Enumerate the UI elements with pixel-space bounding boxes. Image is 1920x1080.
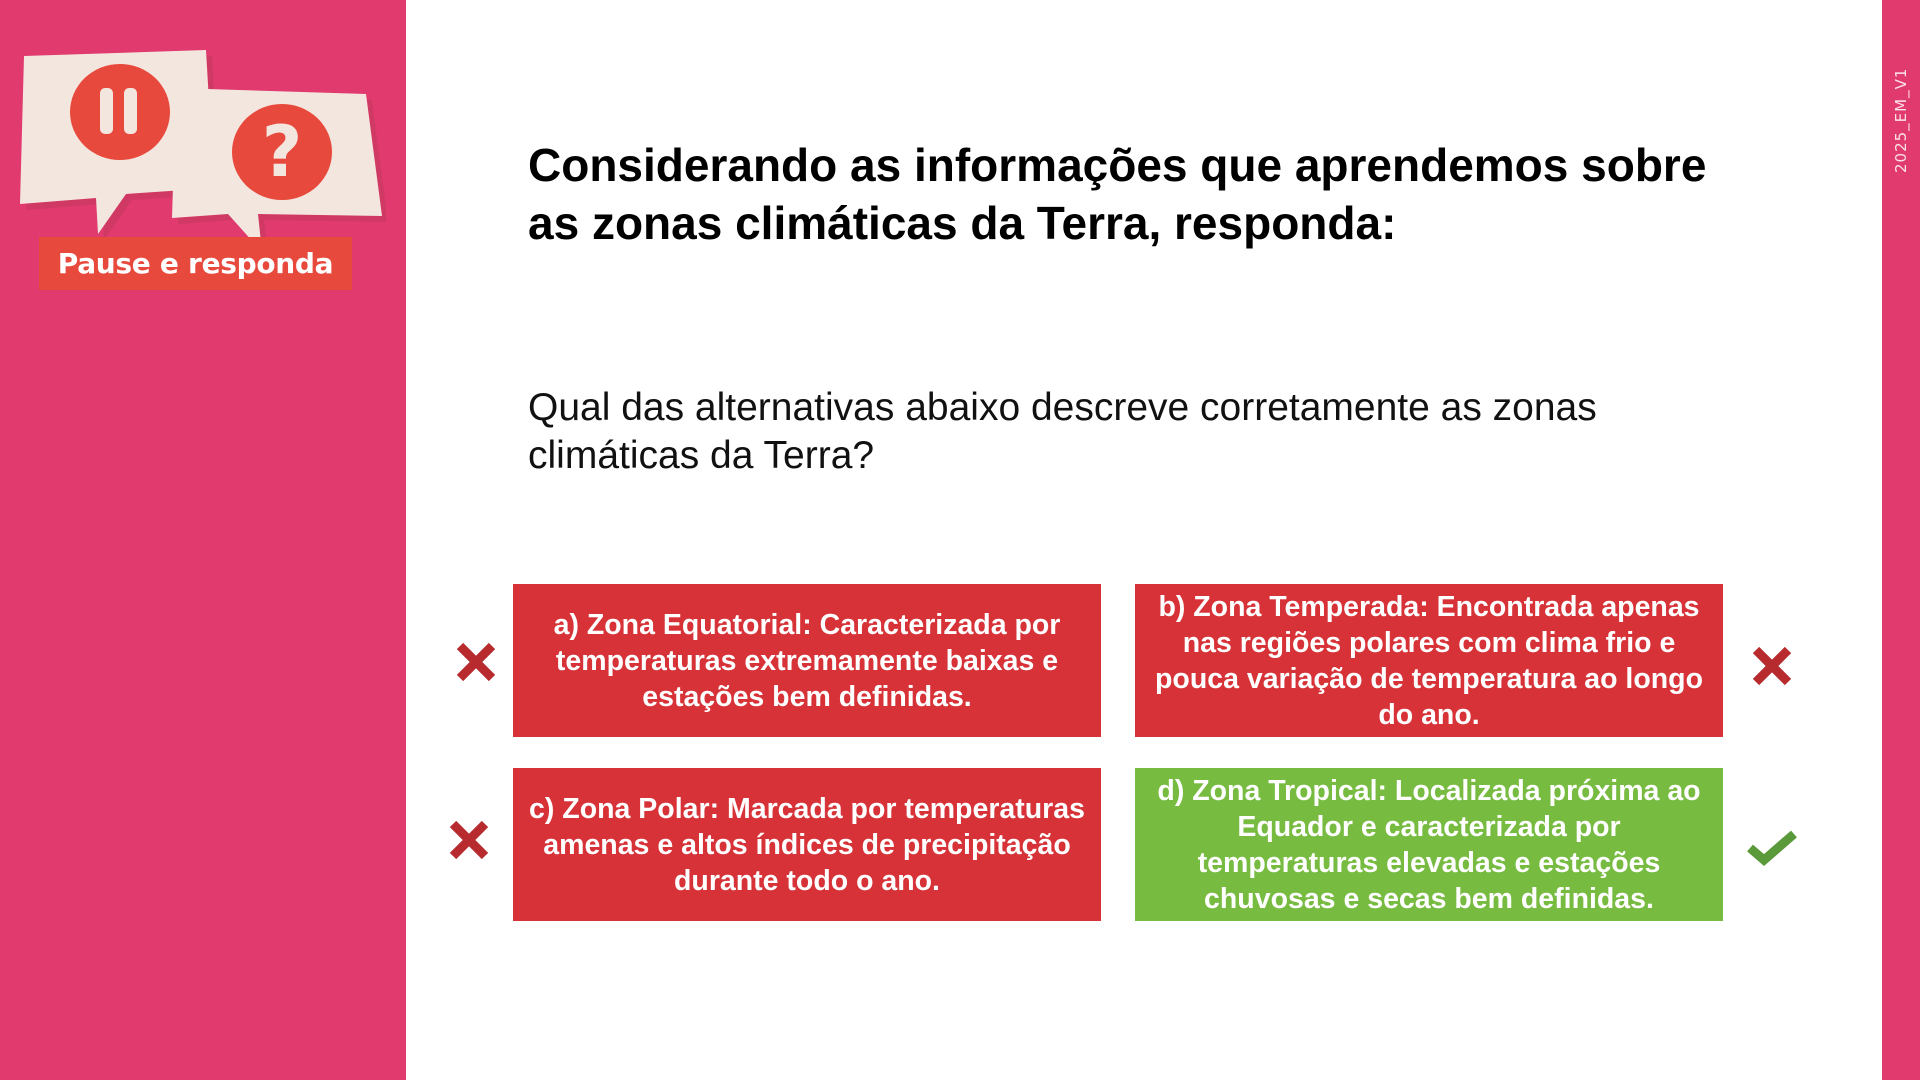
page-heading: Considerando as informações que aprendemos sobre as zonas climáticas da Terra, responda: [528, 139, 1707, 249]
option-c[interactable]: c) Zona Polar: Marcada por temperaturas amenas e altos índices de precipitação durante todo o ano. [513, 768, 1101, 921]
svg-text:?: ? [261, 111, 303, 193]
pause-badge-label: Pause e responda [39, 237, 352, 290]
version-tag: 2025_EM_V1 [1892, 67, 1910, 173]
check-mark-icon [1746, 826, 1798, 866]
x-mark-icon [1750, 644, 1794, 688]
x-mark-icon [447, 818, 491, 862]
question-text: Qual das alternativas abaixo descreve corretamente as zonas climáticas da Terra? [528, 386, 1597, 477]
x-mark-icon [454, 640, 498, 684]
option-b[interactable]: b) Zona Temperada: Encontrada apenas nas regiões polares com clima frio e pouca variação de temperatura ao longo do ano. [1135, 584, 1723, 737]
option-d[interactable]: d) Zona Tropical: Localizada próxima ao Equador e caracterizada por temperaturas elevadas e estações chuvosas e secas bem definidas. [1135, 768, 1723, 921]
option-a[interactable]: a) Zona Equatorial: Caracterizada por temperaturas extremamente baixas e estações bem definidas. [513, 584, 1101, 737]
question-bubble-icon [172, 88, 386, 258]
